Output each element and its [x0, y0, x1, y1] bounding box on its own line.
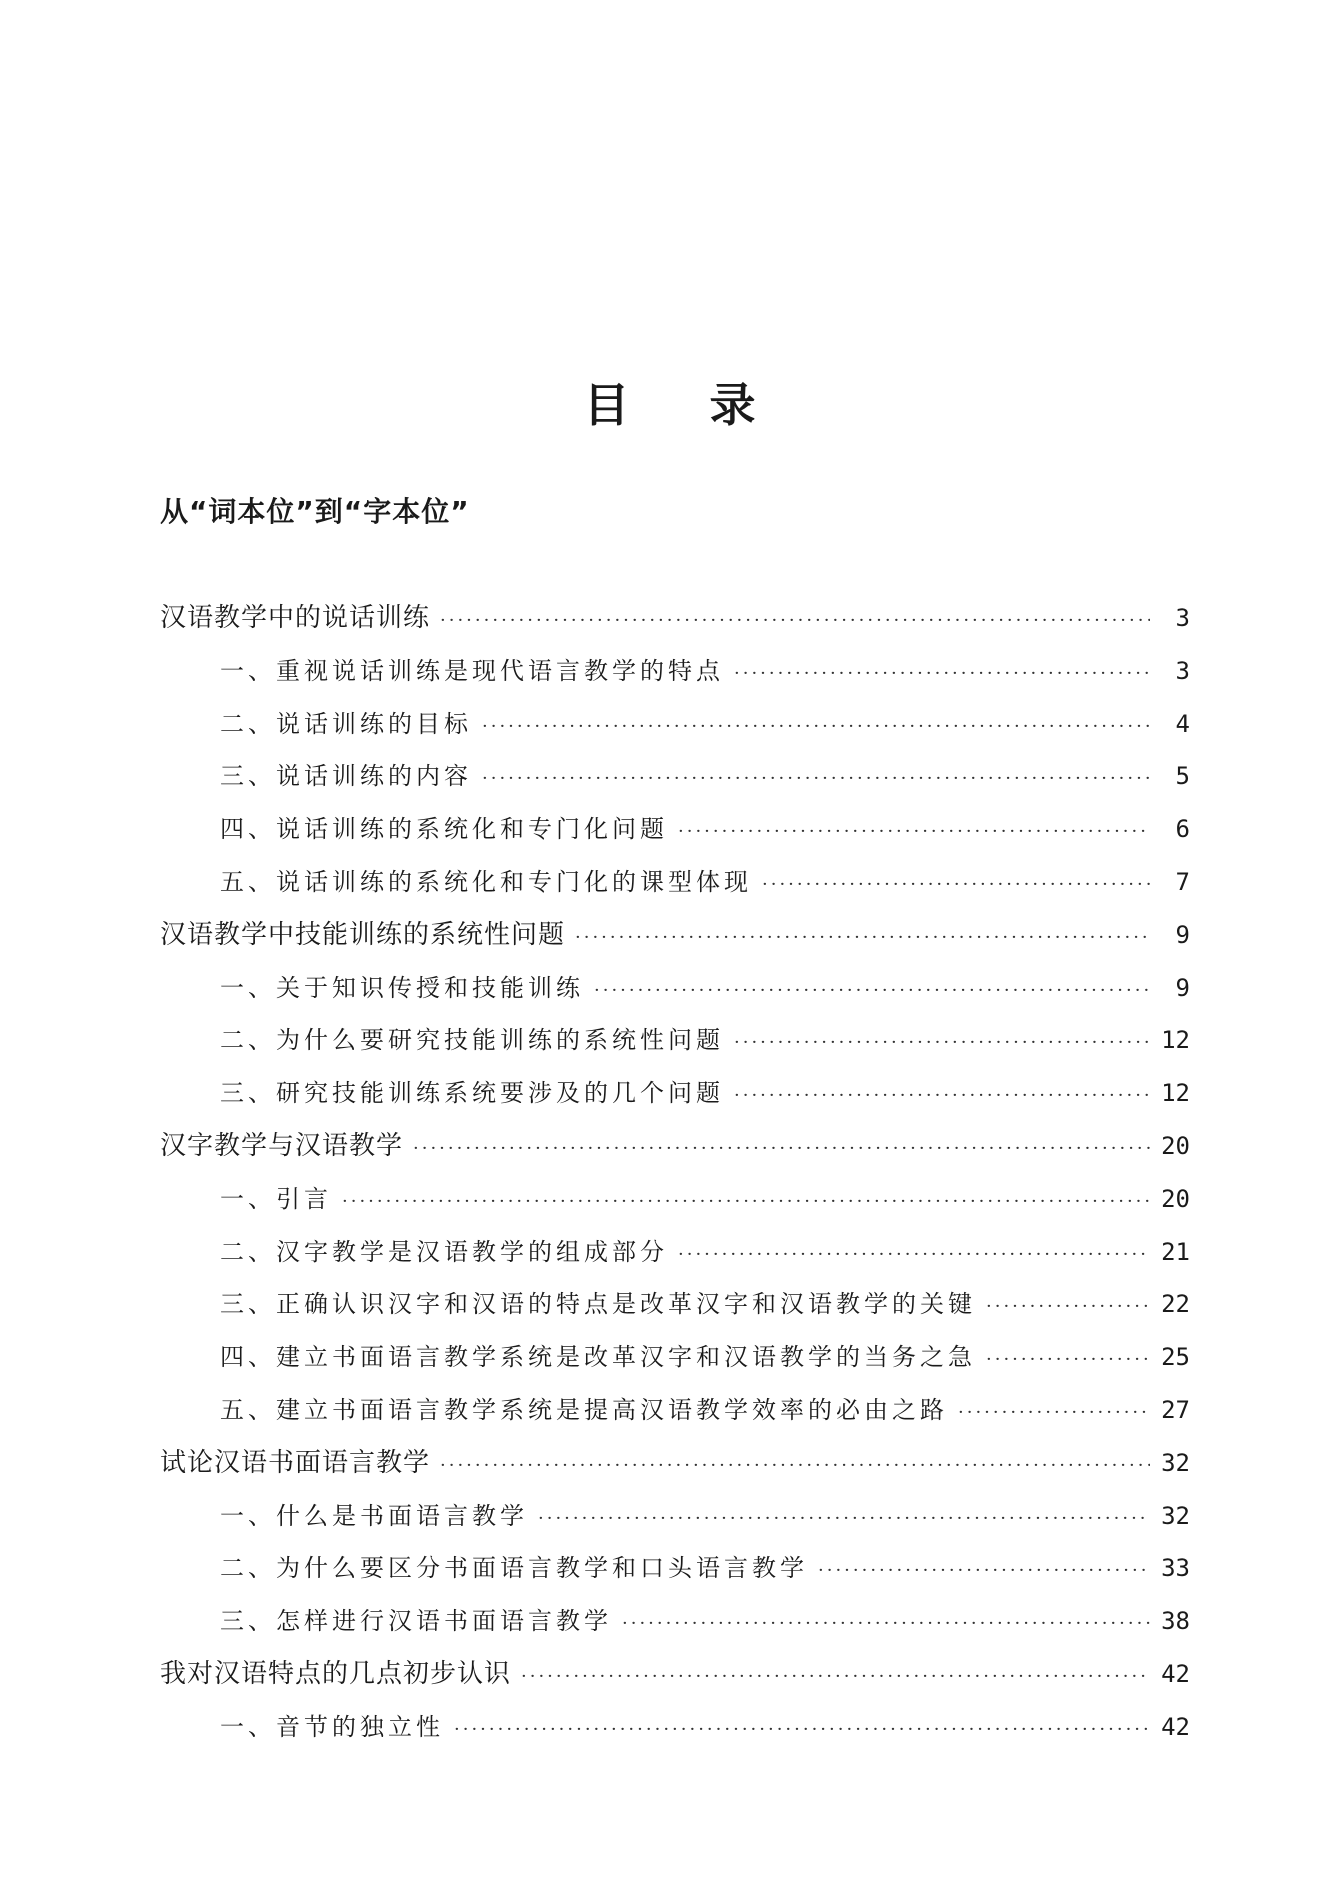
- toc-page-number: 7: [1175, 867, 1190, 896]
- toc-dot-leader: [538, 1499, 1150, 1539]
- toc-entry-title: 二、为什么要研究技能训练的系统性问题: [220, 1026, 724, 1055]
- toc-page-number: 20: [1161, 1184, 1190, 1213]
- toc-page-number: 27: [1161, 1395, 1190, 1424]
- toc-entry-title: 汉字教学与汉语教学: [160, 1130, 404, 1161]
- toc-entry-title: 二、汉字教学是汉语教学的组成部分: [220, 1237, 668, 1266]
- toc-chapter-entry[interactable]: [160, 1126, 1190, 1179]
- toc-entry-title: 一、关于知识传授和技能训练: [220, 973, 584, 1002]
- section-heading: 从“词本位”到“字本位”: [160, 495, 470, 528]
- toc-subsection-entry[interactable]: [160, 651, 1190, 704]
- toc-page-number: 12: [1161, 1079, 1190, 1108]
- toc-dot-leader: [958, 1393, 1150, 1433]
- toc-subsection-entry[interactable]: [160, 862, 1190, 915]
- toc-page-number: 33: [1161, 1554, 1190, 1583]
- toc-page-number: 9: [1175, 973, 1190, 1002]
- toc-dot-leader: [454, 1710, 1150, 1750]
- toc-subsection-entry[interactable]: [160, 756, 1190, 809]
- toc-page-number: 21: [1161, 1237, 1190, 1266]
- toc-page-number: 9: [1175, 920, 1190, 949]
- toc-dot-leader: [575, 918, 1150, 958]
- toc-subsection-entry[interactable]: [160, 1496, 1190, 1549]
- toc-entry-title: 四、建立书面语言教学系统是改革汉字和汉语教学的当务之急: [220, 1343, 976, 1372]
- toc-dot-leader: [440, 601, 1150, 641]
- toc-entry-title: 三、说话训练的内容: [220, 762, 472, 791]
- page-title: 目录: [583, 378, 836, 432]
- toc-dot-leader: [482, 707, 1150, 747]
- toc-subsection-entry[interactable]: [160, 1337, 1190, 1390]
- toc-dot-leader: [734, 1076, 1150, 1116]
- toc-page-number: 3: [1175, 604, 1190, 632]
- toc-subsection-entry[interactable]: [160, 704, 1190, 757]
- toc-subsection-entry[interactable]: [160, 1073, 1190, 1126]
- toc-entry-title: 三、研究技能训练系统要涉及的几个问题: [220, 1079, 724, 1108]
- toc-page-number: 20: [1161, 1131, 1190, 1160]
- toc-dot-leader: [678, 812, 1150, 852]
- toc-dot-leader: [440, 1446, 1150, 1486]
- toc-subsection-entry[interactable]: [160, 1548, 1190, 1601]
- toc-entry-title: 一、重视说话训练是现代语言教学的特点: [220, 656, 724, 685]
- toc-subsection-entry[interactable]: [160, 1284, 1190, 1337]
- toc-entry-title: 一、音节的独立性: [220, 1712, 444, 1741]
- toc-dot-leader: [594, 971, 1150, 1011]
- toc-subsection-entry[interactable]: [160, 968, 1190, 1021]
- toc-subsection-entry[interactable]: [160, 809, 1190, 862]
- toc-subsection-entry[interactable]: [160, 1707, 1190, 1760]
- toc-subsection-entry[interactable]: [160, 1179, 1190, 1232]
- toc-entry-title: 五、建立书面语言教学系统是提高汉语教学效率的必由之路: [220, 1395, 948, 1424]
- toc-entry-title: 二、说话训练的目标: [220, 709, 472, 738]
- toc-chapter-entry[interactable]: [160, 598, 1190, 651]
- toc-page-number: 6: [1175, 815, 1190, 844]
- toc-page-number: 42: [1161, 1712, 1190, 1741]
- toc-dot-leader: [818, 1551, 1150, 1591]
- toc-chapter-entry[interactable]: [160, 915, 1190, 968]
- toc-page-number: 3: [1175, 656, 1190, 685]
- toc-dot-leader: [762, 865, 1150, 905]
- toc-chapter-entry[interactable]: [160, 1443, 1190, 1496]
- toc-page-number: 4: [1175, 709, 1190, 738]
- toc-dot-leader: [734, 1023, 1150, 1063]
- toc-page-number: 32: [1161, 1448, 1190, 1477]
- toc-dot-leader: [482, 759, 1150, 799]
- toc-entry-title: 试论汉语书面语言教学: [160, 1447, 431, 1478]
- toc-entry-title: 三、怎样进行汉语书面语言教学: [220, 1607, 612, 1636]
- toc-dot-leader: [986, 1340, 1150, 1380]
- toc-page-number: 42: [1161, 1659, 1190, 1688]
- toc-chapter-entry[interactable]: [160, 1654, 1190, 1707]
- toc-dot-leader: [342, 1182, 1150, 1222]
- toc-entry-title: 五、说话训练的系统化和专门化的课型体现: [220, 867, 752, 896]
- toc-entry-title: 我对汉语特点的几点初步认识: [160, 1658, 512, 1689]
- toc-entry-title: 一、什么是书面语言教学: [220, 1501, 528, 1530]
- toc-dot-leader: [521, 1657, 1150, 1697]
- toc-page-number: 22: [1161, 1290, 1190, 1319]
- toc-dot-leader: [413, 1129, 1150, 1169]
- toc-entry-title: 二、为什么要区分书面语言教学和口头语言教学: [220, 1554, 808, 1583]
- toc-page-number: 32: [1161, 1501, 1190, 1530]
- toc-subsection-entry[interactable]: [160, 1020, 1190, 1073]
- toc-dot-leader: [986, 1287, 1150, 1327]
- toc-subsection-entry[interactable]: [160, 1390, 1190, 1443]
- table-of-contents: [160, 598, 1190, 1760]
- toc-page-number: 5: [1175, 762, 1190, 791]
- toc-subsection-entry[interactable]: [160, 1232, 1190, 1285]
- toc-entry-title: 汉语教学中技能训练的系统性问题: [160, 919, 566, 950]
- toc-entry-title: 三、正确认识汉字和汉语的特点是改革汉字和汉语教学的关键: [220, 1290, 976, 1319]
- toc-dot-leader: [734, 654, 1150, 694]
- toc-page-number: 12: [1161, 1026, 1190, 1055]
- toc-dot-leader: [678, 1235, 1150, 1275]
- toc-entry-title: 一、引言: [220, 1184, 332, 1213]
- toc-subsection-entry[interactable]: [160, 1601, 1190, 1654]
- toc-entry-title: 汉语教学中的说话训练: [160, 603, 431, 633]
- toc-page-number: 25: [1161, 1343, 1190, 1372]
- toc-page-number: 38: [1161, 1607, 1190, 1636]
- toc-entry-title: 四、说话训练的系统化和专门化问题: [220, 815, 668, 844]
- toc-dot-leader: [622, 1604, 1150, 1644]
